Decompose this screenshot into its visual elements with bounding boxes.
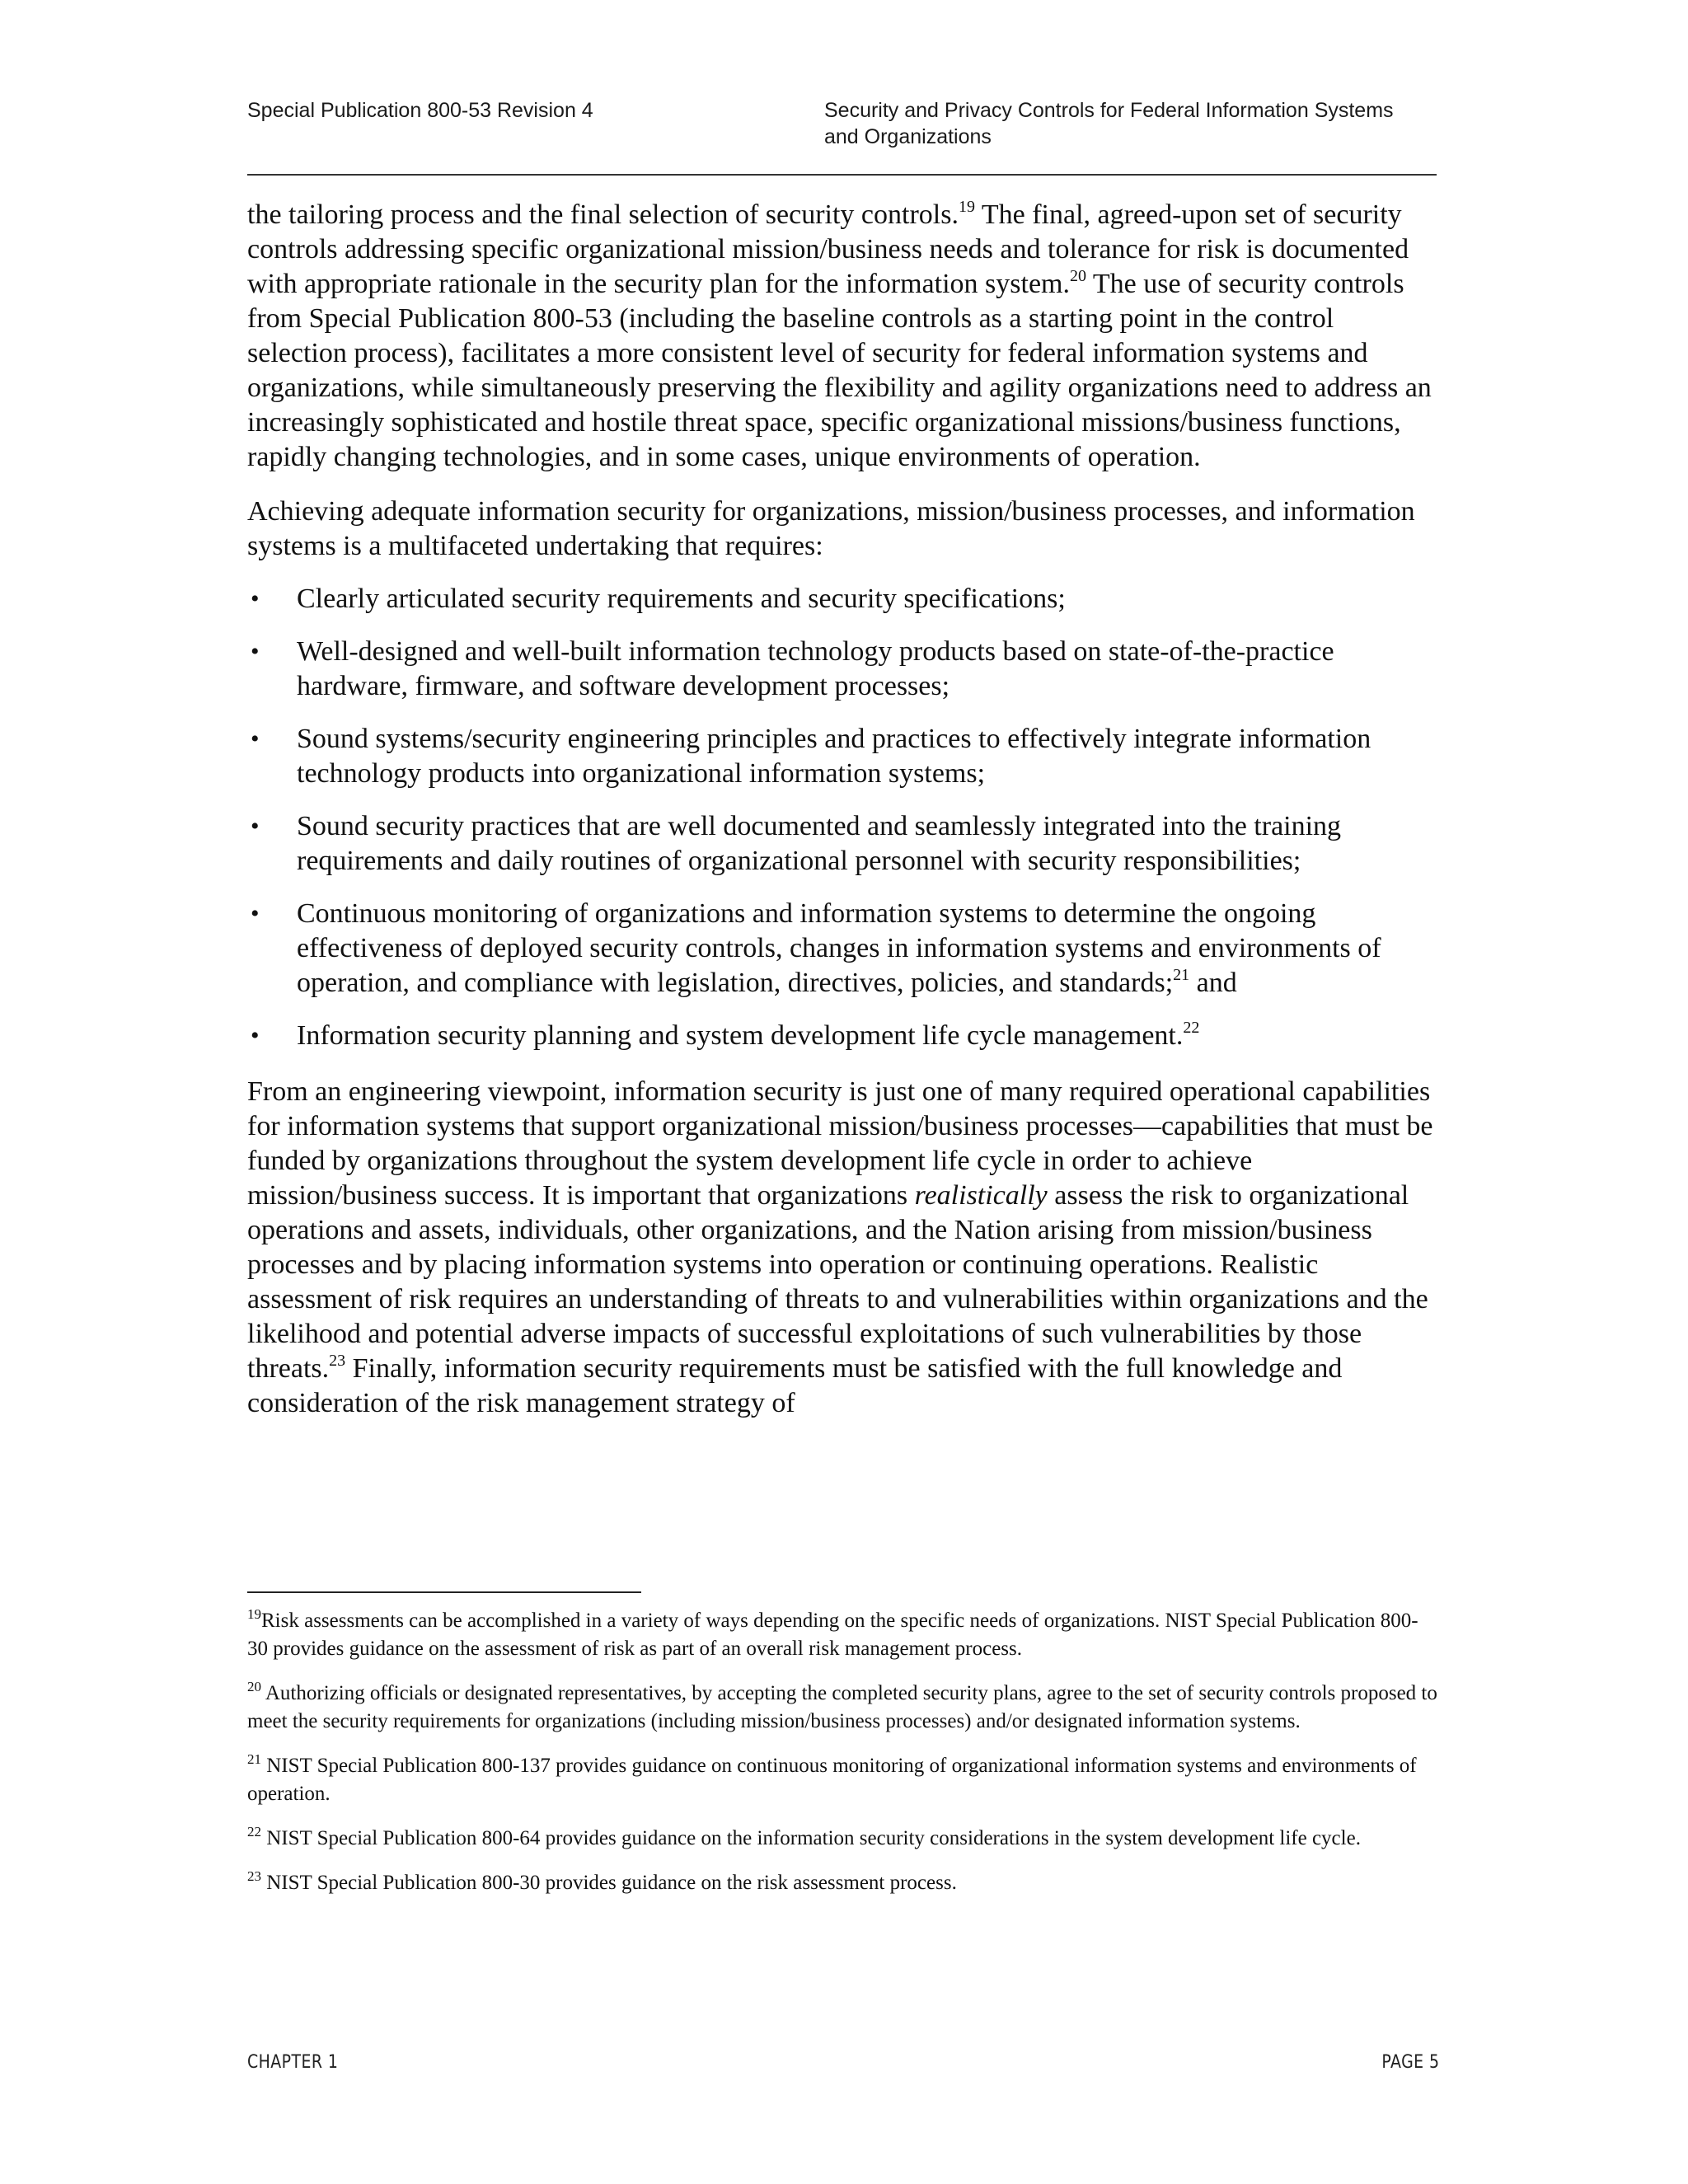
list-item-text: Sound systems/security engineering principles and practices to effectively integrate information technology products into organizational information systems;: [297, 724, 1372, 789]
footnote-ref-21[interactable]: 21: [1173, 966, 1190, 984]
footnote-number: 20: [247, 1679, 261, 1694]
footnote-number: 19: [247, 1606, 261, 1622]
footnotes-section: [247, 1607, 1438, 1914]
list-item-text: Continuous monitoring of organizations and information systems to determine the ongoing effectiveness of deployed security controls, changes in information systems and environments of operation, and compliance with legislation, directives, policies, and standards;: [297, 898, 1381, 998]
paragraph-text: assess the risk to organizational operations and assets, individuals, other organizations, and the Nation arising from mission/business processes and by placing information systems into operation or continuing operations. Realistic assessment of risk requires an understanding of threats to and vulnerabilities within organizations and the likelihood and potential adverse impacts of successful exploitations of such vulnerabilities by those threats.: [247, 1180, 1428, 1384]
paragraph-tailoring: [247, 198, 1438, 475]
running-header-left: Special Publication 800-53 Revision 4: [247, 99, 593, 122]
footnote-23: [247, 1869, 1438, 1897]
paragraph-text: From an engineering viewpoint, information security is just one of many required operational capabilities for information systems that support organizational mission/business processes—capabilities that must be funded by organizations throughout the system development life cycle in order to achieve mission/business success. It is important that organizations: [247, 1076, 1433, 1211]
main-text: [247, 198, 1438, 1421]
footnote-19: [247, 1607, 1438, 1663]
paragraph-text: The final, agreed-upon set of security controls addressing specific organizational mission/business needs and tolerance for risk is documented with appropriate rationale in the security plan for the information system.: [247, 199, 1409, 299]
footnote-divider: [247, 1591, 641, 1593]
footnote-text: NIST Special Publication 800-30 provides guidance on the risk assessment process.: [261, 1872, 957, 1894]
paragraph-text: the tailoring process and the final selection of security controls.: [247, 199, 959, 230]
paragraph-achieving: Achieving adequate information security for organizations, mission/business processes, and information systems is a multifaceted undertaking that requires:: [247, 496, 1415, 561]
paragraph-text: Finally, information security requirements must be satisfied with the full knowledge and consideration of the risk management strategy of: [247, 1353, 1343, 1418]
list-item-text: Clearly articulated security requirements and security specifications;: [297, 583, 1066, 614]
footnote-text: Risk assessments can be accomplished in a variety of ways depending on the specific needs of organizations. NIST Special Publication 800-30 provides guidance on the assessment of risk as part of an overall risk management process.: [247, 1610, 1418, 1660]
paragraph-text: The use of security controls from Special Publication 800-53 (including the baseline controls as a starting point in the control selection process), facilitates a more consistent level of security for federal information systems and organizations, while simultaneously preserving the flexibility and agility organizations need to address an increasingly sophisticated and hostile threat space, specific organizational missions/business functions, rapidly changing technologies, and in some cases, unique environments of operation.: [247, 269, 1432, 472]
footnote-text: Authorizing officials or designated representatives, by accepting the completed security plans, agree to the set of security controls proposed to meet the security requirements for organizations (including mission/business processes) and/or designated information systems.: [247, 1682, 1437, 1732]
footnote-text: NIST Special Publication 800-64 provides guidance on the information security considerations in the system development life cycle.: [261, 1827, 1361, 1849]
footnote-text: NIST Special Publication 800-137 provides guidance on continuous monitoring of organizational information systems and environments of operation.: [247, 1755, 1417, 1805]
emphasis-text: realistically: [914, 1180, 1048, 1211]
footnote-ref-19[interactable]: 19: [958, 198, 975, 216]
header-divider: [247, 174, 1437, 176]
paragraph-engineering-viewpoint: [247, 1075, 1438, 1421]
footer-chapter: CHAPTER 1: [247, 2052, 339, 2073]
footnote-20: [247, 1680, 1438, 1736]
running-header-right-line1: Security and Privacy Controls for Federal Information Systems: [824, 99, 1394, 122]
list-item-text: Information security planning and system development life cycle management.: [297, 1020, 1184, 1051]
requirements-list: [247, 582, 1438, 1053]
bullet-icon: •: [251, 638, 260, 665]
footnote-number: 23: [247, 1868, 261, 1884]
bullet-icon: •: [251, 725, 260, 752]
bullet-icon: •: [251, 585, 260, 612]
bullet-icon: •: [251, 1022, 260, 1049]
footer-page-number: PAGE 5: [1381, 2052, 1439, 2073]
running-header-right-line2: and Organizations: [824, 125, 992, 148]
list-item: [247, 897, 1438, 1001]
bullet-icon: •: [251, 900, 260, 927]
list-item-text: Well-designed and well-built information technology products based on state-of-the-practice hardware, firmware, and software development processes;: [297, 636, 1334, 701]
list-item-text: Sound security practices that are well documented and seamlessly integrated into the training requirements and daily routines of organizational personnel with security responsibilities;: [297, 811, 1342, 876]
footnote-22: [247, 1825, 1438, 1853]
footnote-ref-20[interactable]: 20: [1070, 267, 1086, 285]
list-item: [247, 582, 1438, 616]
bullet-icon: •: [251, 813, 260, 840]
footnote-number: 22: [247, 1824, 261, 1840]
footnote-ref-23[interactable]: 23: [329, 1352, 346, 1370]
list-item: [247, 635, 1438, 704]
list-item: [247, 809, 1438, 879]
list-item: [247, 722, 1438, 791]
running-header-right: [824, 97, 1451, 150]
footnote-number: 21: [247, 1751, 261, 1767]
footnote-ref-22[interactable]: 22: [1183, 1019, 1200, 1037]
list-item-text: and: [1189, 968, 1237, 998]
footnote-21: [247, 1752, 1438, 1808]
list-item: [247, 1019, 1438, 1053]
